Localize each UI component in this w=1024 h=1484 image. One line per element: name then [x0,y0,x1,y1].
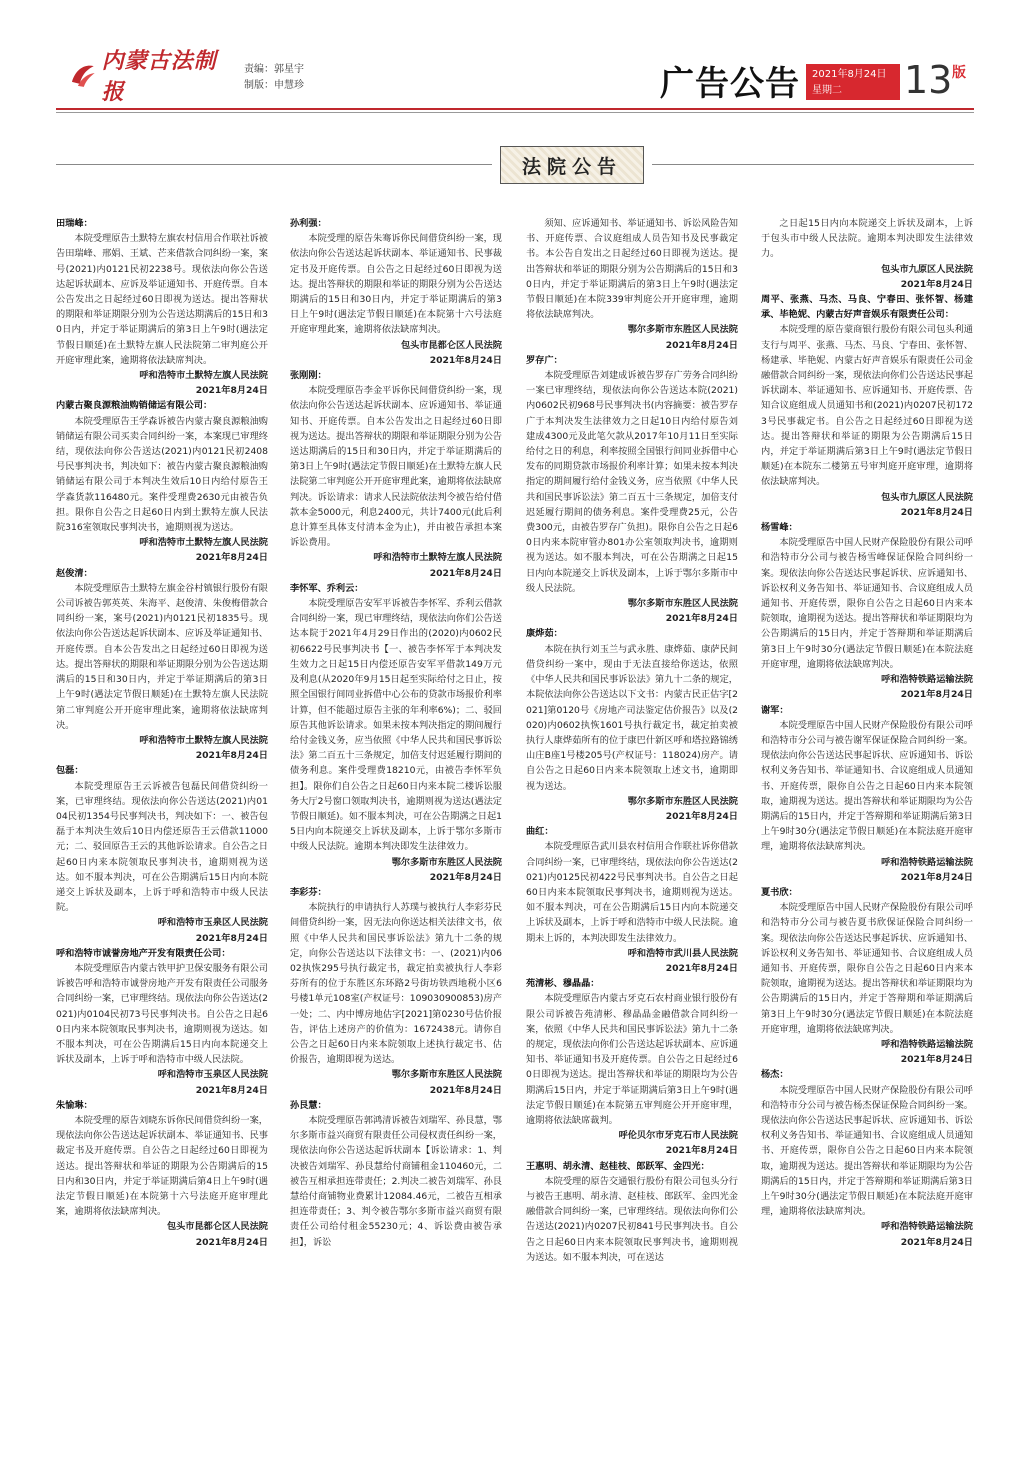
notice-date: 2021年8月24日 [195,552,268,564]
notice-addressee: 夏书欣： [761,886,798,898]
notice-court: 包头市昆都仑区人民法院 [400,339,502,351]
section-banner [56,140,974,190]
notice-addressee: 李怀军、乔利云： [290,582,364,594]
notice-court: 呼和浩特市玉泉区人民法院 [157,917,268,929]
page-number: 13 [904,58,953,102]
notice-addressee: 包磊： [56,765,84,777]
notice-court: 鄂尔多斯市东胜区人民法院 [627,598,738,610]
notice-body: 须知、应诉通知书、举证通知书、诉讼风险告知书、开庭传票、合议庭组成人员告知书及民事裁定书。本公告自发出之日起经过60日即视为送达。提出答辩状和举证的期限分别为公告期满后的15日和30日内，并定于举证期满后的第3日上午9时(遇法定节假日顺延)在本院339审判庭公开开庭审理，逾期将依法缺席判决。 [526,218,738,321]
notice-date: 2021年8月24日 [900,278,973,290]
notice-court: 呼和浩特市土默特左旗人民法院 [373,552,502,564]
column-3 [526,216,738,1265]
notice-addressee: 谢军： [761,704,789,716]
notice-addressee: 杨杰： [761,1069,789,1081]
header-rule-thin [56,112,974,113]
notice-addressee: 呼和浩特市诚誉房地产开发有限责任公司： [56,947,231,959]
notice-date: 2021年8月24日 [195,1236,268,1248]
notice-date: 2021年8月24日 [665,339,738,351]
notice-body: 本院受理的原告朱骞诉你民间借贷纠纷一案，现依法向你公告送达起诉状副本、举证通知书、民事裁定书及开庭传票。自公告之日起经过60日即视为送达。提出答辩状的期限和举证的期限分别为公告送达期满后的15日和30日内，并定于举证期满后的第3日上午9时(遇法定节假日顺延)在本院第十六号法庭开庭审理此案，逾期将依法缺席判决。 [290,233,502,336]
notice-date: 2021年8月24日 [665,1145,738,1157]
notice-date: 2021年8月24日 [900,506,973,518]
notice-body: 本院受理原告中国人民财产保险股份有限公司呼和浩特市分公司与被告谢军保证保险合同纠纷一案。现依法向你公告送达民事起诉状、应诉通知书、诉讼权利义务告知书、举证通知书、合议庭组成人员通知书、开庭传票，限你自公告之日起60日内来本院领取，逾期视为送达。提出答辩状和举证期限均为公告期满后的15日内，并定于答辩期和举证期满后第3日上午9时30分(遇法定节假日顺延)在本院法庭开庭审理，逾期将依法缺席判决。 [761,719,973,853]
notice-body: 本院执行的申请执行人苏璞与被执行人李彩芬民间借贷纠纷一案，因无法向你送达相关法律文书，依照《中华人民共和国民事诉讼法》第九十二条的规定，向你公告送达以下法律文书：一、(2021)内0602执恢295号执行裁定书，裁定拍卖被执行人李彩芬所有的位于东胜区东环路2号街坊铁西地税小区6号楼1单元108室(产权证号：109030900853)房产一处；二、内中博房地估字[2021]第0230号估价报告，评估上述房产的价值为：1672438元。请你自公告之日起60日内来本院领取上述执行裁定书、估价报告，逾期即视为送达。 [290,902,502,1066]
notice-addressee: 李彩芬： [290,886,327,898]
notice-court: 呼和浩特市玉泉区人民法院 [157,1069,268,1081]
notice-addressee: 苑清彬、穆晶晶： [526,978,600,990]
notice-addressee: 杨雪峰： [761,522,798,534]
notice-date: 2021年8月24日 [195,385,268,397]
column-1 [56,216,268,1250]
notice-body: 本院受理原告王学森诉被告内蒙古聚良源粮油购销储运有限公司买卖合同纠纷一案，本案现已审理终结，现依法向你公告送达(2021)内0121民初2408号民事判决书，判决如下：被告内蒙古聚良源粮油购销储运有限公司于本判决生效后10日内给付原告王学森货款116480元。案件受理费2630元由被告负担。限你自公告之日起60日内到土默特左旗人民法院316室领取民事判决书，逾期则视为送达。 [56,415,268,534]
notice-body: 本院受理原告土默特左旗农村信用合作联社诉被告田瑞峰、邢娟、王斌、芒来借款合同纠纷一案，案号(2021)内0121民初2238号。现依法向你公告送达起诉状副本、应诉及举证通知书、开庭传票。自本公告发出之日起经过60日即视为送达。提出答辩状的期限和举证期限分别为公告送达期满后的15日和30日内，并定于举证期满后的第3日上午9时(遇法定节假日顺延)在土默特左旗人民法院第二审判庭公开开庭审理此案，逾期将依法缺席判决。 [56,233,268,366]
notice-date: 2021年8月24日 [900,689,973,701]
header-rule [56,108,974,110]
notice-court: 鄂尔多斯市东胜区人民法院 [391,856,502,868]
notice-body: 本院受理原告武川县农村信用合作联社诉你借款合同纠纷一案，已审理终结，现依法向你公告送达(2021)内0125民初422号民事判决书。自公告之日起60日内来本院领取民事判决书，逾期则视为送达。如不服本判决，可在公告期满后15日内向本院递交上诉状及副本，上诉于呼和浩特市中级人民法院。逾期未上诉的，本判决即发生法律效力。 [526,841,738,944]
section-title: 广告公告 [660,64,800,104]
page-header [0,0,1024,120]
notice-date: 2021年8月24日 [900,871,973,883]
notice-body: 本院在执行刘玉兰与武永胜、康烨茹、康萨民间借贷纠纷一案中，现由于无法直接给你送达，依照《中华人民共和国民事诉讼法》第九十二条的规定，本院依法向你公告送达以下文书：内蒙古民正估字[2021]第0120号《房地产司法鉴定估价报告》以及(2020)内0602执恢1601号执行裁定书，裁定拍卖被执行人康烨茹所有的位于康巴什新区呼和塔拉路锦绣山庄B座1号楼205号(产权证号：118024)房产。请自公告之日起60日内来本院领取上述文书，逾期即视为送达。 [526,643,738,792]
notice-date: 2021年8月24日 [429,871,502,883]
issue-weekday: 星期二 [812,85,842,96]
notice-addressee: 曲红： [526,826,554,838]
editor-credits [244,62,304,94]
notice-court: 呼伦贝尔市牙克石市人民法院 [618,1130,738,1142]
notice-court: 鄂尔多斯市东胜区人民法院 [627,795,738,807]
notice-body: 本院受理原告内蒙古牙克石农村商业银行股份有限公司诉被告苑清彬、穆晶晶金融借款合同纠纷一案，依照《中华人民共和国民事诉讼法》第九十二条的规定，现依法向你们公告送达起诉状副本、应诉通知书、举证通知书及开庭传票。自公告之日起经过60日即视为送达。提出答辩状和举证的期限均为公告期满后15日内，并定于举证期满后第3日上午9时(遇法定节假日顺延)在本院第五审判庭公开开庭审理，逾期将依法缺席裁判。 [526,993,738,1126]
page-number-box [900,60,970,104]
notice-addressee: 田瑞峰： [56,218,93,229]
banner-line-right [652,164,974,165]
notice-date: 2021年8月24日 [665,810,738,822]
notice-addressee: 赵俊清： [56,567,93,579]
notice-date: 2021年8月24日 [195,750,268,762]
notice-date: 2021年8月24日 [665,613,738,625]
notice-body: 本院受理原告土默特左旗金谷村镇银行股份有限公司诉被告郭英英、朱海平、赵俊清、朱俊梅借款合同纠纷一案，案号(2021)内0121民初1835号。现依法向你公告送达起诉状副本、应诉及举证通知书、开庭传票。自本公告发出之日起经过60日即视为送达。提出答辩状的期限和举证期限分别为公告送达期满后的15日和30日内，并定于举证期满后的第3日上午9时(遇法定节假日顺延)在土默特左旗人民法院第二审判庭公开开庭审理此案，逾期将依法缺席判决。 [56,582,268,731]
editor-line: 责编：郭星宇 [244,64,304,75]
issue-date: 2021年8月24日 [812,69,887,80]
logo-text: 内蒙古法制报 [101,48,217,105]
notice-body: 本院受理原告王云诉被告包磊民间借贷纠纷一案，已审理终结。现依法向你公告送达(2021)内0104民初1354号民事判决书，判决如下：一、被告包磊于本判决生效后10日内偿还原告王云借款11000元；二、驳回原告王云的其他诉讼请求。自公告之日起60日内来本院领取民事判决书，逾期则视为送达。如不服本判决，可在公告期满后15日内向本院递交上诉状及副本，上诉于呼和浩特市中级人民法院。 [56,780,268,914]
banner-title: 法院公告 [521,155,622,178]
newspaper-logo [68,48,238,105]
notice-court: 呼和浩特市武川县人民法院 [627,947,738,959]
notice-court: 鄂尔多斯市东胜区人民法院 [627,324,738,336]
notice-court: 呼和浩特市土默特左旗人民法院 [139,734,268,746]
logo-emblem-icon [68,60,98,90]
layout-line: 制版：申慧珍 [244,80,304,91]
notice-court: 呼和浩特铁路运输法院 [881,1038,973,1050]
notice-date: 2021年8月24日 [195,932,268,944]
notice-court: 呼和浩特市土默特左旗人民法院 [139,370,268,382]
notice-date: 2021年8月24日 [195,1084,268,1096]
banner-line-left [56,164,492,165]
notice-body: 本院受理的原告刘晓东诉你民间借贷纠纷一案，现依法向你公告送达起诉状副本、举证通知书、民事裁定书及开庭传票。自公告之日起经过60日即视为送达。提出答辩状和举证的期限为公告期满后的15日内和30日内，并定于举证期满后第4日上午9时(遇法定节假日顺延)在本院第十六号法庭开庭审理此案，逾期将依法缺席判决。 [56,1114,268,1218]
notice-date: 2021年8月24日 [900,1054,973,1066]
notice-body: 本院受理的原告蒙商银行股份有限公司包头利通支行与周平、张燕、马杰、马良、宁春田、张怀智、杨建承、毕艳妮、内蒙古好声音娱乐有限责任公司金融借款合同纠纷一案，现依法向你们公告送达民事起诉状副本、举证通知书、应诉通知书、开庭传票、告知合议庭组成人员通知书和(2021)内0207民初1723号民事裁定书。自公告之日起经过60日即视为送达。提出答辩状和举证的期限为公告期满后15日内，并定于举证期满后第3日上午9时(遇法定节假日顺延)在本院东二楼第五号审判庭开庭审理，逾期将依法缺席判决。 [761,324,973,488]
banner-box [500,146,644,184]
notice-court: 鄂尔多斯市东胜区人民法院 [391,1069,502,1081]
column-2 [290,216,502,1250]
page-suffix: 版 [952,65,966,81]
notice-addressee: 内蒙古聚良源粮油购销储运有限公司： [56,400,213,412]
notice-body: 本院受理原告李金平诉你民间借贷纠纷一案，现依法向你公告送达起诉状副本、应诉通知书、举证通知书、开庭传票。自本公告发出之日起经过60日即视为送达。提出答辩状的期限和举证期限分别为公告送达期满后的15日和30日内，并定于举证期满后的第3日上午9时(遇法定节假日顺延)在土默特左旗人民法院第二审判庭公开开庭审理此案，逾期将依法缺席判决。诉讼请求：请求人民法院依法判令被告给付借款本金5000元，利息2400元，共计7400元(此后利息计算至具体支付清本金为止)，并由被告承担本案诉讼费用。 [290,385,502,549]
notice-addressee: 康烨茹： [526,628,563,640]
issue-date-box [806,64,900,100]
notice-body: 本院受理原告刘建成诉被告罗存广劳务合同纠纷一案已审理终结，现依法向你公告送达本院(2021)内0602民初968号民事判决书(内容摘要：被告罗存广于本判决发生法律效力之日起10日内给付原告刘建成4300元及此笔欠款从2017年10月11日至实际给付之日的利息，利率按照全国银行间同业拆借中心发布的同期贷款市场报价利率计算；如果未按本判决指定的期间履行给付金钱义务，应当依照《中华人民共和国民事诉讼法》第二百五十三条规定，加倍支付迟延履行期间的债务利息。案件受理费25元，公告费300元，由被告罗存广负担)。限你自公告之日起60日内来本院审管办801办公室领取判决书，逾期则视为送达。如不服本判决，可在公告期满之日起15日内向本院递交上诉状及副本，上诉于鄂尔多斯市中级人民法院。 [526,370,738,594]
notice-date: 2021年8月24日 [665,962,738,974]
notice-court: 包头市昆都仑区人民法院 [166,1221,268,1233]
notice-addressee: 朱愉琳： [56,1099,93,1111]
notice-body: 本院受理原告郭鸿清诉被告刘瑞军、孙艮慧，鄂尔多斯市益兴商贸有限责任公司侵权责任纠纷一案，现依法向你公告送达起诉状副本【诉讼请求：1、判决被告刘瑞军、孙艮慧给付商铺租金110460元，二被告互相承担连带责任；2.判决二被告刘瑞军、孙艮慧给付商铺物业费累计12084.46元，二被告互相承担连带责任；3、判令被告鄂尔多斯市益兴商贸有限责任公司给付租金55230元；4、诉讼费由被告承担】，诉讼 [290,1114,502,1248]
notice-addressee: 孙利强： [290,218,327,229]
notice-court: 包头市九原区人民法院 [881,491,973,503]
notice-court: 包头市九原区人民法院 [881,263,973,275]
notice-date: 2021年8月24日 [900,1236,973,1248]
notice-date: 2021年8月24日 [429,1084,502,1096]
column-4 [761,216,973,1250]
notice-body: 之日起15日内向本院递交上诉状及副本，上诉于包头市中级人民法院。逾期本判决即发生法律效力。 [761,218,973,260]
notice-addressee: 王惠明、胡永清、赵桂枝、郎跃军、金四光： [526,1160,710,1172]
notice-body: 本院受理的原告交通银行股份有限公司包头分行与被告王惠明、胡永清、赵桂枝、郎跃军、金四光金融借款合同纠纷一案，已审理终结。现依法向你们公告送达(2021)内0207民初841号民事判决书。自公告之日起60日内来本院领取民事判决书，逾期则视为送达。如不服本判决，可在送达 [526,1175,738,1263]
notice-body: 本院受理原告内蒙古铁甲护卫保安服务有限公司诉被告呼和浩特市诚誉房地产开发有限责任公司服务合同纠纷一案，已审理终结。现依法向你公告送达(2021)内0104民初73号民事判决书。自公告之日起60日内来本院领取民事判决书，逾期则视为送达。如不服本判决，可在公告期满后15日内向本院递交上诉状及副本，上诉于呼和浩特市中级人民法院。 [56,962,268,1066]
notice-body: 本院受理原告中国人民财产保险股份有限公司呼和浩特市分公司与被告杨杰保证保险合同纠纷一案。现依法向你公告送达民事起诉状、应诉通知书、诉讼权利义务告知书、举证通知书、合议庭组成人员通知书、开庭传票，限你自公告之日起60日内来本院领取，逾期视为送达。提出答辩状和举证期限均为公告期满后的15日内，并定于答辩期和举证期满后第3日上午9时30分(遇法定节假日顺延)在本院法庭开庭审理，逾期将依法缺席判决。 [761,1084,973,1218]
notice-body: 本院受理原告安军平诉被告李怀军、乔利云借款合同纠纷一案，现已审理终结，现依法向你们公告送达本院于2021年4月29日作出的(2020)内0602民初6622号民事判决书【一、被告李怀军于本判决发生效力之日起15日内偿还原告安军平借款149万元及利息(从2020年9月15日起至实际给付之日止，按照全国银行间同业拆借中心公布的贷款市场报价利率计算，但不能超过原告主张的年利率6%)；二、驳回原告其他诉讼请求。如果未按本判决指定的期间履行给付金钱义务，应当依照《中华人民共和国民事诉讼法》第二百五十三条规定，加倍支付迟延履行期间的债务利息。案件受理费18210元，由被告李怀军负担】。限你们自公告之日起60日内来本院二楼诉讼服务大厅2号窗口领取判决书，逾期则视为送达(遇法定节假日顺延)。如不服本判决，可在公告期满之日起15日内向本院递交上诉状及副本，上诉于鄂尔多斯市中级人民法院。逾期本判决即发生法律效力。 [290,598,502,853]
notice-court: 呼和浩特铁路运输法院 [881,856,973,868]
notice-addressee: 罗存广： [526,354,563,366]
notice-addressee: 张刚刚： [290,370,327,382]
notice-addressee: 周平、张燕、马杰、马良、宁春田、张怀智、杨建承、毕艳妮、内蒙古好声音娱乐有限责任公司： [761,294,973,321]
notice-court: 呼和浩特铁路运输法院 [881,674,973,686]
notice-body: 本院受理原告中国人民财产保险股份有限公司呼和浩特市分公司与被告夏书欣保证保险合同纠纷一案。现依法向你公告送达民事起诉状、应诉通知书、诉讼权利义务告知书、举证通知书、合议庭组成人员通知书、开庭传票，限你自公告之日起60日内来本院领取，逾期视为送达。提出答辩状和举证期限均为公告期满后的15日内，并定于答辩期和举证期满后第3日上午9时30分(遇法定节假日顺延)在本院法庭开庭审理，逾期将依法缺席判决。 [761,902,973,1035]
notice-body: 本院受理原告中国人民财产保险股份有限公司呼和浩特市分公司与被告杨雪峰保证保险合同纠纷一案。现依法向你公告送达民事起诉状、应诉通知书、诉讼权利义务告知书、举证通知书、合议庭组成人员通知书、开庭传票，限你自公告之日起60日内来本院领取，逾期视为送达。提出答辩状和举证期限均为公告期满后的15日内，并定于答辩期和举证期满后第3日上午9时30分(遇法定节假日顺延)在本院法庭开庭审理，逾期将依法缺席判决。 [761,537,973,670]
notice-addressee: 孙艮慧： [290,1099,327,1111]
notice-court: 呼和浩特铁路运输法院 [881,1221,973,1233]
notice-date: 2021年8月24日 [429,354,502,366]
notice-date: 2021年8月24日 [429,567,502,579]
notice-court: 呼和浩特市土默特左旗人民法院 [139,537,268,549]
